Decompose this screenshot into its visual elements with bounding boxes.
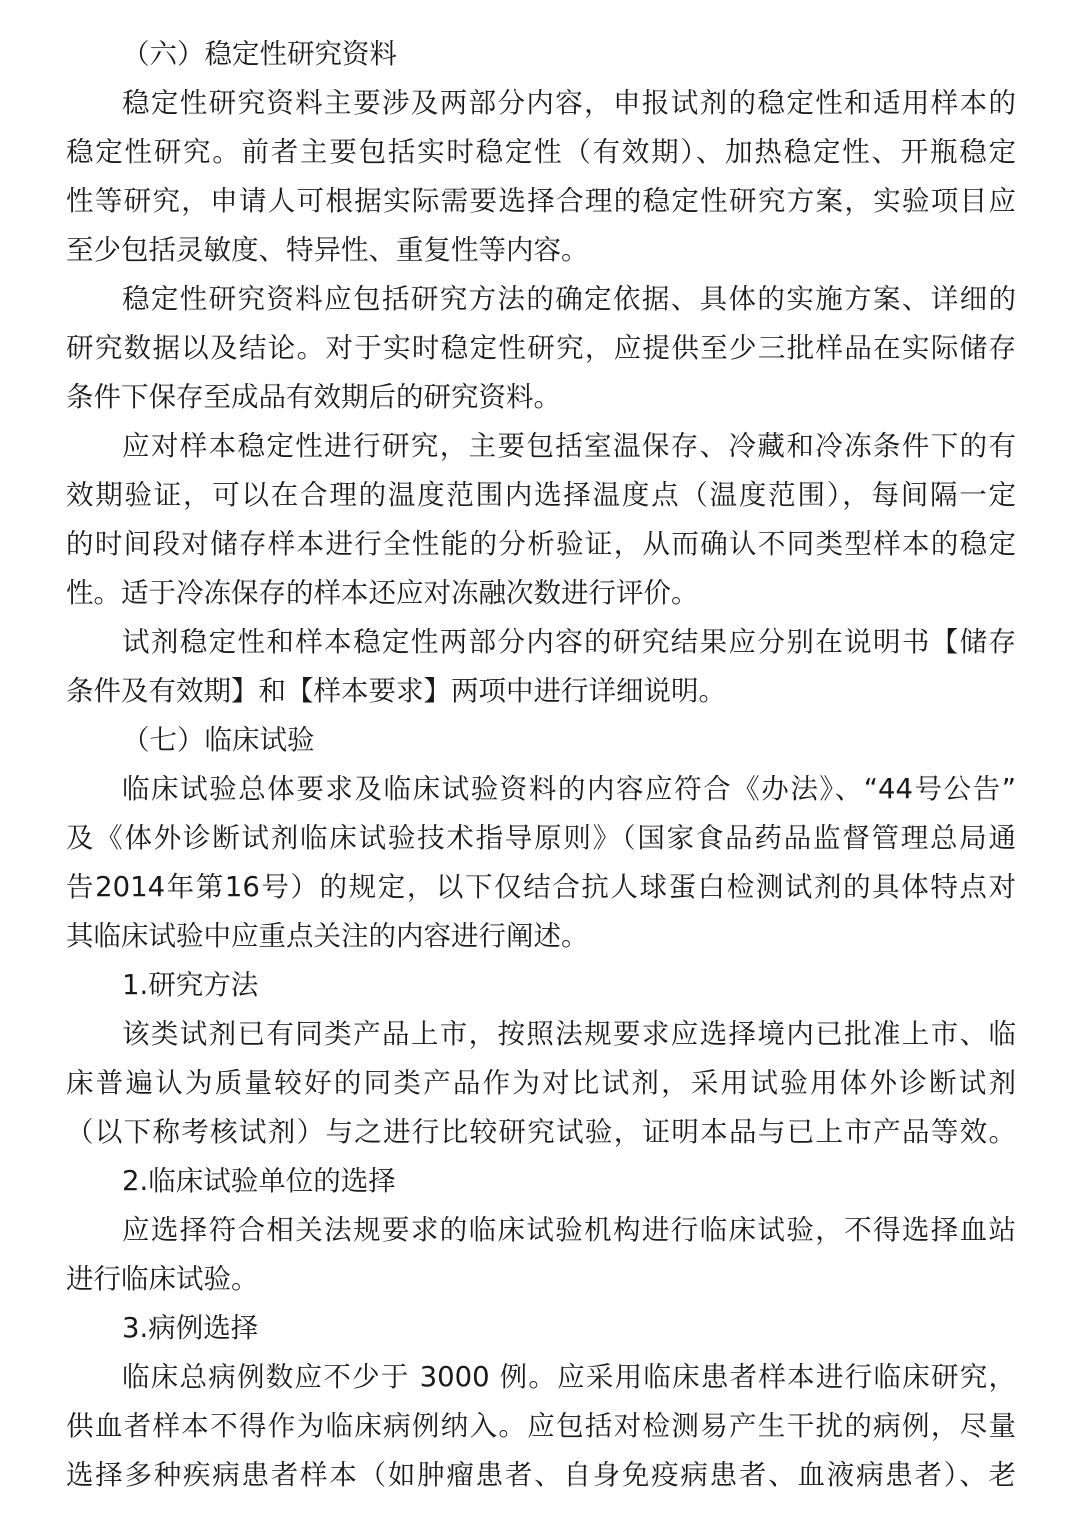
paragraph-line: 该类试剂已有同类产品上市，按照法规要求应选择境内已批准上市、临 [122, 1018, 1016, 1050]
paragraph-line: 的时间段对储存样本进行全性能的分析验证，从而确认不同类型样本的稳定 [66, 528, 1016, 560]
paragraph-line: 告2014年第16号）的规定，以下仅结合抗人球蛋白检测试剂的具体特点对 [66, 871, 1016, 903]
paragraph-line: 选择多种疾病患者样本（如肿瘤患者、自身免疫病患者、血液病患者）、老 [66, 1459, 1016, 1491]
paragraph-line: 应对样本稳定性进行研究，主要包括室温保存、冷藏和冷冻条件下的有 [122, 430, 1016, 462]
paragraph-line: 条件下保存至成品有效期后的研究资料。 [66, 381, 561, 413]
document-page [66, 30, 1016, 1500]
subheading-trial-site-selection: 2.临床试验单位的选择 [122, 1165, 396, 1197]
paragraph-line: 效期验证，可以在合理的温度范围内选择温度点（温度范围），每间隔一定 [66, 479, 1016, 511]
paragraph-line: 床普遍认为质量较好的同类产品作为对比试剂，采用试验用体外诊断试剂 [66, 1067, 1016, 1099]
subheading-research-method: 1.研究方法 [122, 969, 259, 1001]
paragraph-line: 应选择符合相关法规要求的临床试验机构进行临床试验，不得选择血站 [122, 1214, 1016, 1246]
paragraph-line: 至少包括灵敏度、特异性、重复性等内容。 [66, 234, 589, 266]
section-heading-stability: （六）稳定性研究资料 [122, 38, 397, 70]
subheading-case-selection: 3.病例选择 [122, 1312, 259, 1344]
paragraph-line: 临床总病例数应不少于 3000 例。应采用临床患者样本进行临床研究， [122, 1361, 1016, 1393]
paragraph-line: 性。适于冷冻保存的样本还应对冻融次数进行评价。 [66, 577, 699, 609]
section-heading-clinical-trial: （七）临床试验 [122, 724, 315, 756]
paragraph-line: 其临床试验中应重点关注的内容进行阐述。 [66, 920, 589, 952]
paragraph-line: （以下称考核试剂）与之进行比较研究试验，证明本品与已上市产品等效。 [66, 1116, 1016, 1148]
paragraph-line: 研究数据以及结论。对于实时稳定性研究，应提供至少三批样品在实际储存 [66, 332, 1016, 364]
paragraph-line: 试剂稳定性和样本稳定性两部分内容的研究结果应分别在说明书【储存 [122, 626, 1016, 658]
paragraph-line: 稳定性研究资料应包括研究方法的确定依据、具体的实施方案、详细的 [122, 283, 1016, 315]
paragraph-line: 临床试验总体要求及临床试验资料的内容应符合《办法》、“44号公告” [122, 773, 1016, 805]
paragraph-line: 条件及有效期】和【样本要求】两项中进行详细说明。 [66, 675, 726, 707]
paragraph-line: 稳定性研究。前者主要包括实时稳定性（有效期）、加热稳定性、开瓶稳定 [66, 136, 1016, 168]
paragraph-line: 供血者样本不得作为临床病例纳入。应包括对检测易产生干扰的病例，尽量 [66, 1410, 1016, 1442]
paragraph-line: 及《体外诊断试剂临床试验技术指导原则》（国家食品药品监督管理总局通 [66, 822, 1016, 854]
paragraph-line: 性等研究，申请人可根据实际需要选择合理的稳定性研究方案，实验项目应 [66, 185, 1016, 217]
paragraph-line: 稳定性研究资料主要涉及两部分内容，申报试剂的稳定性和适用样本的 [122, 87, 1016, 119]
paragraph-line: 进行临床试验。 [66, 1263, 259, 1295]
